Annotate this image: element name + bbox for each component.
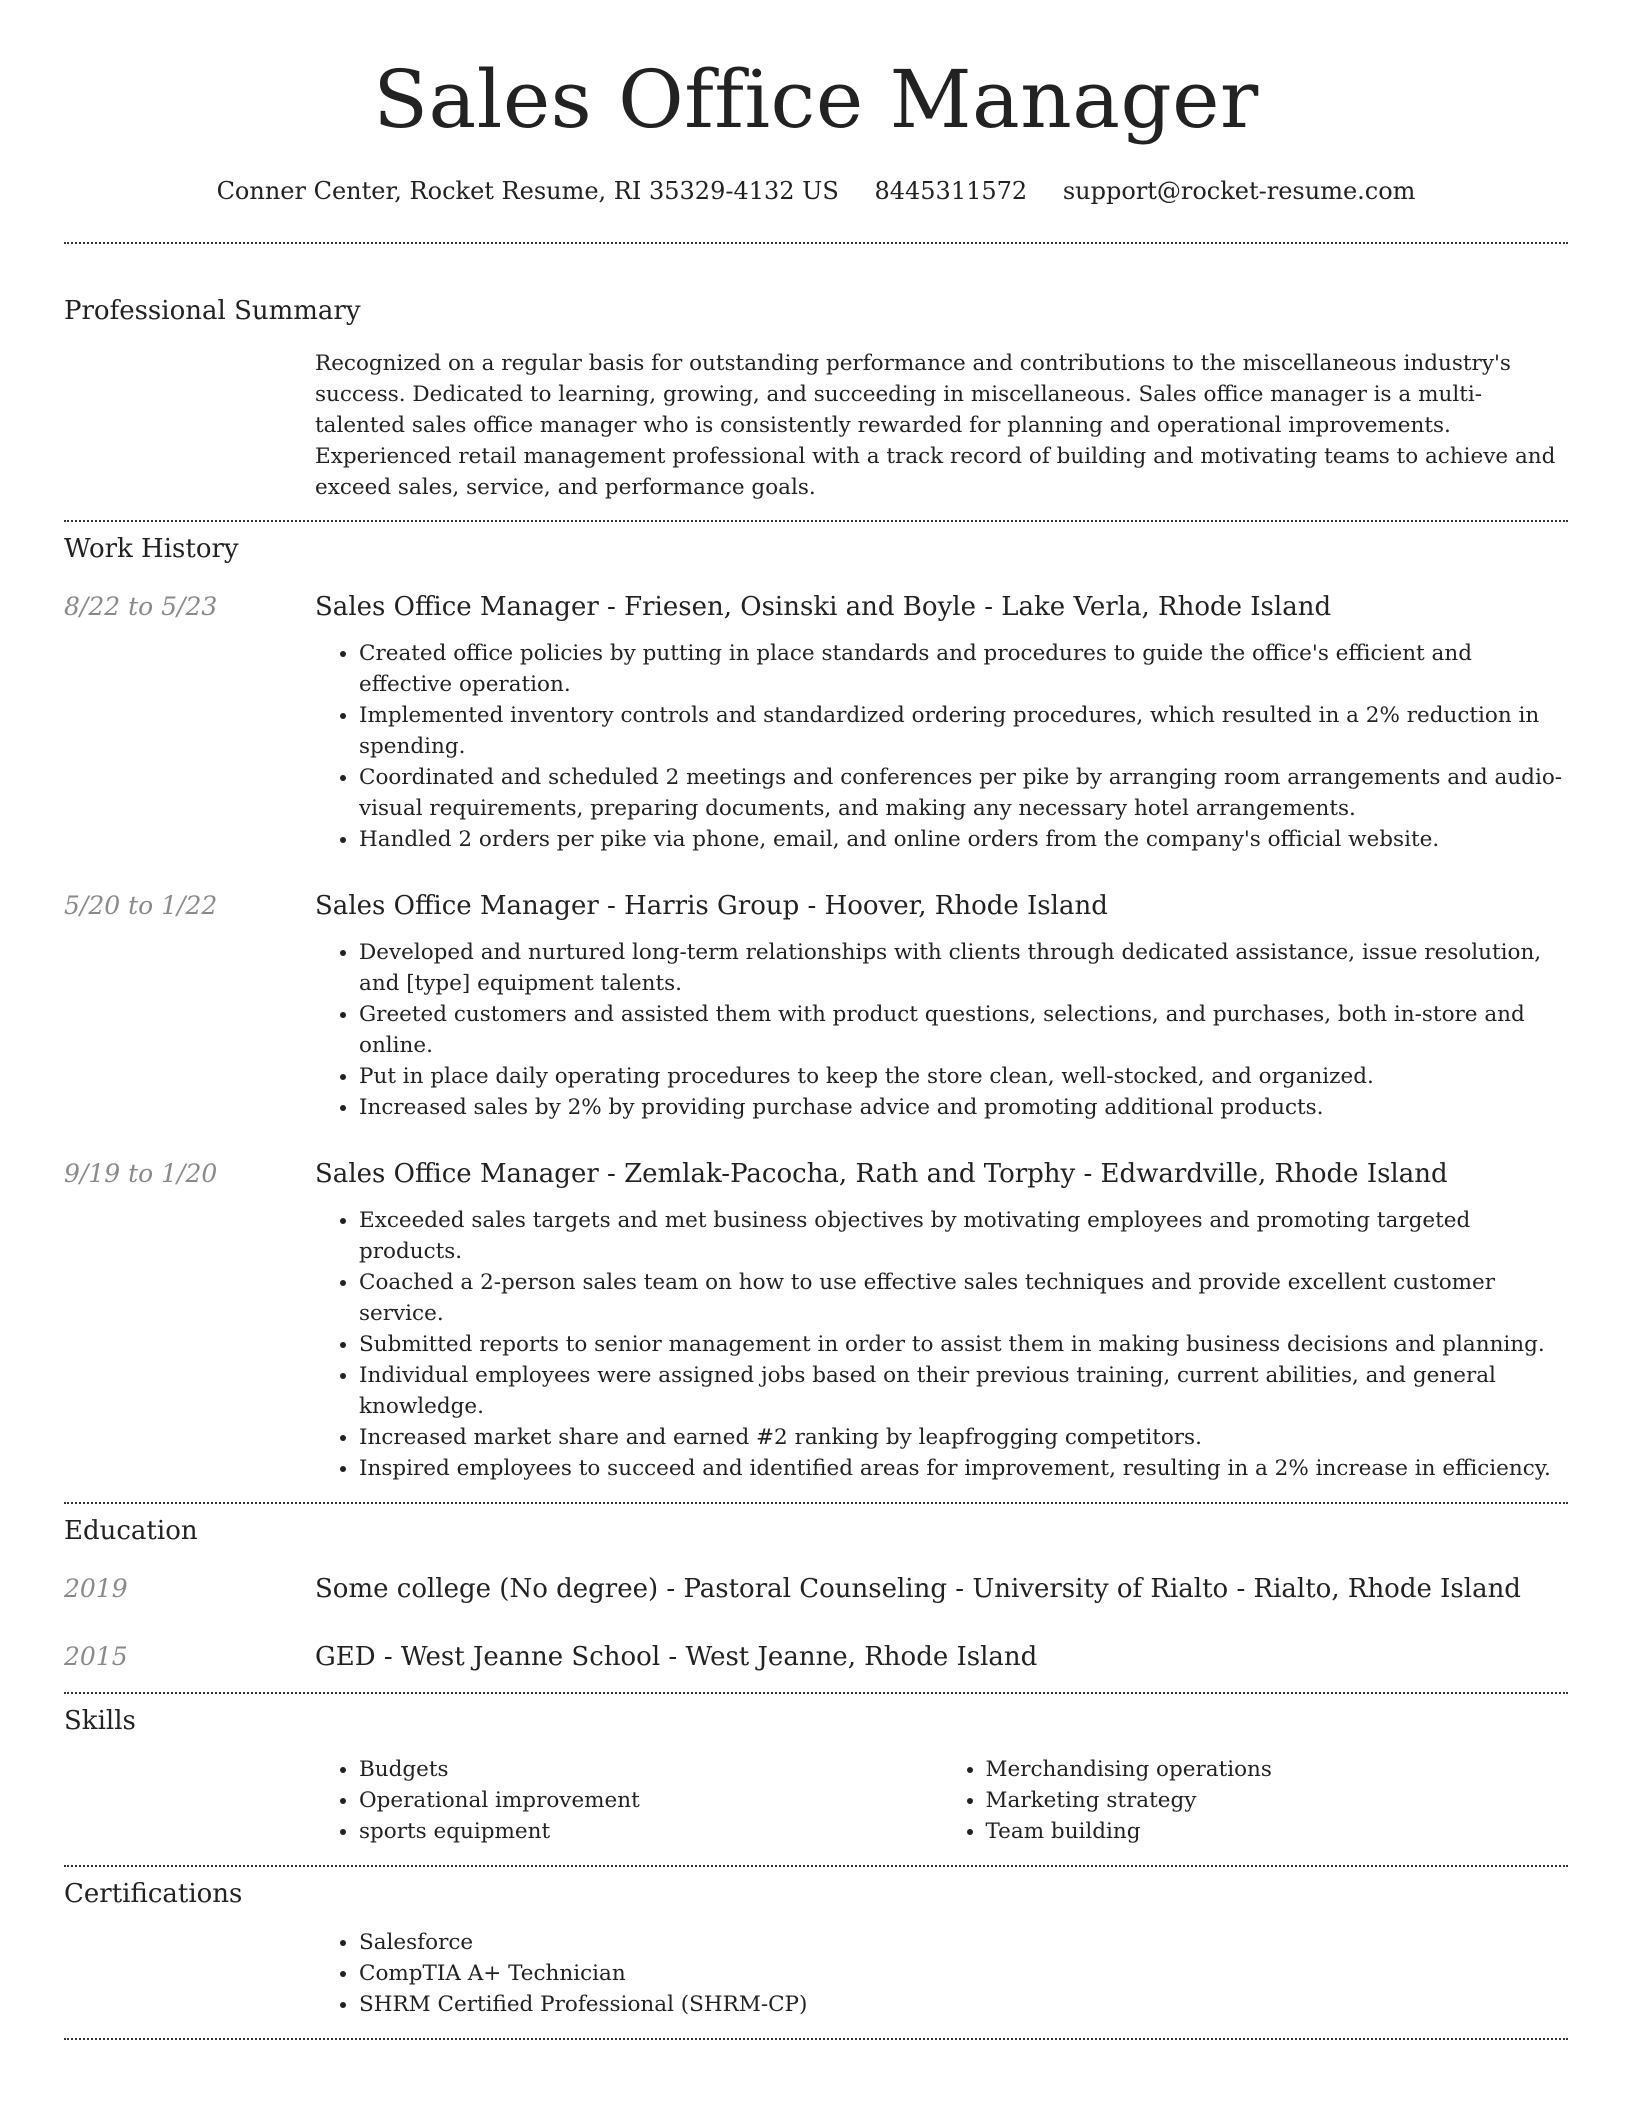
certification-item: • Salesforce [359, 1927, 1568, 1958]
list-item: • Individual employees were assigned jobs based on their previous training, current abilities, and general knowledge. [359, 1360, 1568, 1422]
contact-line [64, 176, 1568, 206]
job-bullets [315, 937, 1568, 1123]
job-entry [64, 590, 1568, 855]
list-item: • Increased market share and earned #2 ranking by leapfrogging competitors. [359, 1422, 1568, 1453]
contact-email: support@rocket-resume.com [1062, 177, 1416, 205]
skills-spacer [64, 1754, 315, 1847]
summary-text: Recognized on a regular basis for outstanding performance and contributions to the miscellaneous industry's success. Dedicated to learning, growing, and succeeding in miscellaneous. Sales office manager is a multi-talented sales office manager who is consistently rewarded for planning and operational improvements. Experienced retail management professional with a track record of building and motivating teams to achieve and exceed sales, service, and performance goals. [315, 351, 1556, 500]
education-divider [64, 1692, 1568, 1694]
contact-address: Conner Center, Rocket Resume, RI 35329-4132 US [216, 177, 839, 205]
summary-title: Professional Summary [64, 296, 361, 326]
contact-phone: 8445311572 [874, 177, 1028, 205]
skill-item: • Merchandising operations [986, 1754, 1569, 1785]
list-item: • Greeted customers and assisted them with product questions, selections, and purchases, both in-store and online. [359, 999, 1568, 1061]
education-title: Education [64, 1516, 198, 1546]
list-item: • Inspired employees to succeed and identified areas for improvement, resulting in a 2% increase in efficiency. [359, 1453, 1568, 1484]
skills-title: Skills [64, 1706, 136, 1736]
list-item: • Put in place daily operating procedures to keep the store clean, well-stocked, and organized. [359, 1061, 1568, 1092]
skill-item: • Budgets [359, 1754, 942, 1785]
job-dates: 8/22 to 5/23 [64, 592, 218, 621]
job-heading: Sales Office Manager - Harris Group - Hoover, Rhode Island [315, 891, 1108, 921]
job-dates: 5/20 to 1/22 [64, 891, 218, 920]
certifications-divider [64, 2038, 1568, 2040]
job-bullets [315, 1205, 1568, 1484]
skill-item: • Operational improvement [359, 1785, 942, 1816]
list-item: • Developed and nurtured long-term relationships with clients through dedicated assistance, issue resolution, and [type] equipment talents. [359, 937, 1568, 999]
list-item: • Coordinated and scheduled 2 meetings and conferences per pike by arranging room arrangements and audio-visual requirements, preparing documents, and making any necessary hotel arrangements. [359, 762, 1568, 824]
education-year: 2015 [64, 1642, 128, 1671]
skills-list-right [942, 1754, 1569, 1847]
certification-item: • SHRM Certified Professional (SHRM-CP) [359, 1989, 1568, 2020]
list-item: • Created office policies by putting in place standards and procedures to guide the office's efficient and effective operation. [359, 638, 1568, 700]
summary-row [64, 348, 1568, 503]
list-item: • Handled 2 orders per pike via phone, email, and online orders from the company's official website. [359, 824, 1568, 855]
list-item: • Exceeded sales targets and met business objectives by motivating employees and promoting targeted products. [359, 1205, 1568, 1267]
certifications-row [64, 1927, 1568, 2020]
summary-spacer [64, 348, 315, 503]
header-divider [64, 242, 1568, 244]
work-title: Work History [64, 534, 239, 564]
job-entry [64, 889, 1568, 1123]
skill-item: • sports equipment [359, 1816, 942, 1847]
skills-list-left [315, 1754, 942, 1847]
job-heading: Sales Office Manager - Zemlak-Pacocha, Rath and Torphy - Edwardville, Rhode Island [315, 1159, 1448, 1189]
certifications-section [64, 1877, 1568, 2020]
certifications-list [315, 1927, 1568, 2020]
job-entry [64, 1157, 1568, 1484]
education-section [64, 1514, 1568, 1674]
skills-section [64, 1704, 1568, 1847]
summary-divider [64, 520, 1568, 522]
certifications-spacer [64, 1927, 315, 2020]
education-entry [64, 1640, 1568, 1674]
summary-section [64, 294, 1568, 503]
skills-divider [64, 1865, 1568, 1867]
education-text: GED - West Jeanne School - West Jeanne, Rhode Island [315, 1642, 1038, 1672]
resume-name: Sales Office Manager [373, 53, 1259, 146]
certification-item: • CompTIA A+ Technician [359, 1958, 1568, 1989]
job-bullets [315, 638, 1568, 855]
work-divider [64, 1502, 1568, 1504]
list-item: • Implemented inventory controls and standardized ordering procedures, which resulted in a 2% reduction in spending. [359, 700, 1568, 762]
work-section [64, 532, 1568, 1484]
list-item: • Increased sales by 2% by providing purchase advice and promoting additional products. [359, 1092, 1568, 1123]
education-entry [64, 1572, 1568, 1606]
list-item: • Submitted reports to senior management in order to assist them in making business decisions and planning. [359, 1329, 1568, 1360]
job-heading: Sales Office Manager - Friesen, Osinski and Boyle - Lake Verla, Rhode Island [315, 592, 1332, 622]
certifications-title: Certifications [64, 1879, 243, 1909]
education-year: 2019 [64, 1574, 128, 1603]
skill-item: • Team building [986, 1816, 1569, 1847]
skill-item: • Marketing strategy [986, 1785, 1569, 1816]
education-text: Some college (No degree) - Pastoral Counseling - University of Rialto - Rialto, Rhode Island [315, 1574, 1521, 1604]
list-item: • Coached a 2-person sales team on how to use effective sales techniques and provide excellent customer service. [359, 1267, 1568, 1329]
skills-row [64, 1754, 1568, 1847]
job-dates: 9/19 to 1/20 [64, 1159, 218, 1188]
